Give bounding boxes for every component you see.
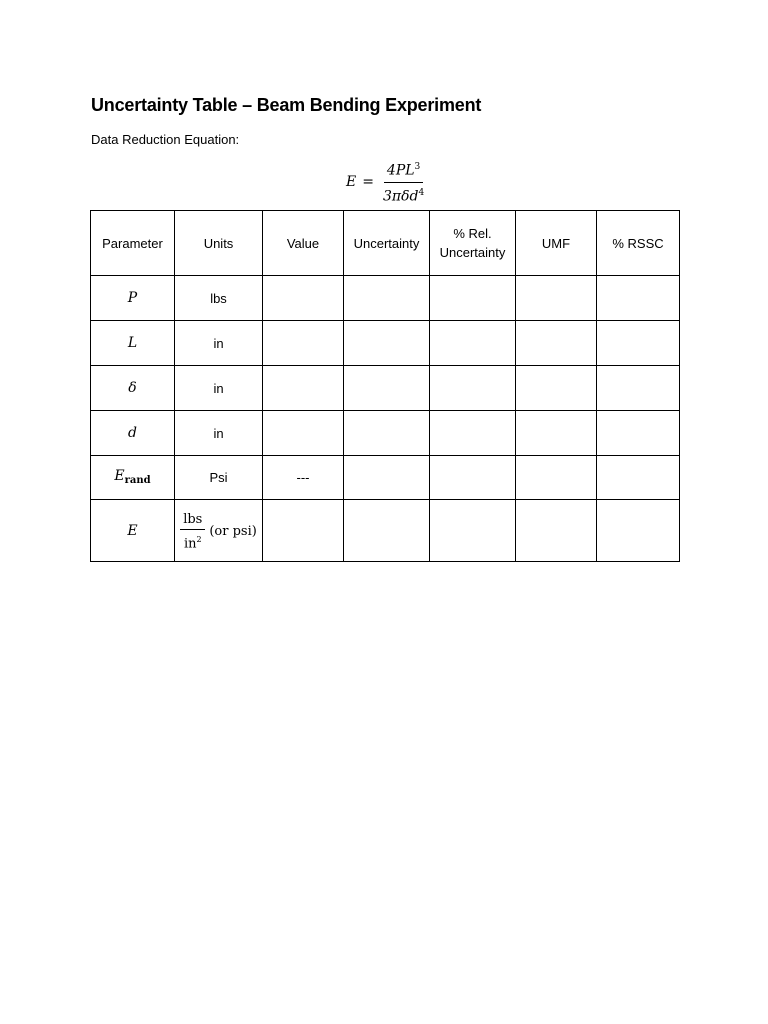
umf-cell[interactable] (516, 321, 597, 366)
parameter-symbol: d (128, 425, 137, 441)
uncertainty-cell[interactable] (344, 456, 430, 500)
header-rssc: % RSSC (597, 211, 680, 276)
units-cell: in (175, 321, 263, 366)
units-cell: in (175, 366, 263, 411)
uncertainty-cell[interactable] (344, 411, 430, 456)
umf-cell[interactable] (516, 456, 597, 500)
table-header-row (91, 211, 680, 276)
rel-uncertainty-cell[interactable] (430, 276, 516, 321)
parameter-symbol: δ (128, 380, 137, 396)
umf-cell[interactable] (516, 411, 597, 456)
rssc-cell[interactable] (597, 411, 680, 456)
parameter-cell (91, 411, 175, 456)
equation-numerator: $4PL^3$ (384, 159, 423, 183)
equation-equals: = (362, 174, 374, 190)
document-title: Uncertainty Table – Beam Bending Experiment (91, 95, 482, 115)
header-units: Units (175, 211, 263, 276)
umf-cell[interactable] (516, 500, 597, 562)
equation-denominator: 3πδd$^4$ (382, 187, 425, 205)
units-cell: Psi (175, 456, 263, 500)
value-cell[interactable] (263, 411, 344, 456)
table-row (91, 411, 680, 456)
header-parameter: Parameter (91, 211, 175, 276)
value-cell[interactable] (263, 321, 344, 366)
units-alternative: (or psi) (209, 524, 257, 540)
uncertainty-cell[interactable] (344, 366, 430, 411)
parameter-cell (91, 366, 175, 411)
rel-uncertainty-cell[interactable] (430, 321, 516, 366)
header-uncertainty: Uncertainty (344, 211, 430, 276)
table-row (91, 366, 680, 411)
units-fraction (180, 512, 257, 551)
equation-lhs: E (346, 174, 357, 190)
units-numerator: lbs (180, 512, 205, 530)
uncertainty-cell[interactable] (344, 321, 430, 366)
parameter-symbol: $E_{rand}$ (114, 467, 151, 486)
value-cell[interactable]: --- (263, 456, 344, 500)
parameter-cell (91, 456, 175, 500)
rssc-cell[interactable] (597, 456, 680, 500)
header-value: Value (263, 211, 344, 276)
rel-uncertainty-cell[interactable] (430, 366, 516, 411)
value-cell[interactable] (263, 276, 344, 321)
value-cell[interactable] (263, 500, 344, 562)
uncertainty-cell[interactable] (344, 276, 430, 321)
table-row (91, 321, 680, 366)
rssc-cell[interactable] (597, 321, 680, 366)
umf-cell[interactable] (516, 276, 597, 321)
units-cell (175, 500, 263, 562)
equation-fraction (380, 159, 427, 205)
rssc-cell[interactable] (597, 366, 680, 411)
parameter-subscript: rand (124, 474, 151, 486)
parameter-symbol: P (127, 290, 138, 306)
umf-cell[interactable] (516, 366, 597, 411)
rel-uncertainty-cell[interactable] (430, 500, 516, 562)
equation-caption: Data Reduction Equation: (91, 132, 240, 147)
parameter-cell (91, 500, 175, 562)
uncertainty-table (90, 210, 680, 562)
units-cell: lbs (175, 276, 263, 321)
rel-uncertainty-cell[interactable] (430, 411, 516, 456)
parameter-symbol: L (127, 335, 138, 351)
parameter-cell (91, 276, 175, 321)
header-rel-uncertainty: % Rel. Uncertainty (430, 211, 516, 276)
rssc-cell[interactable] (597, 276, 680, 321)
parameter-cell (91, 321, 175, 366)
parameter-symbol: E (127, 522, 138, 539)
table-row (91, 456, 680, 500)
table-row (91, 276, 680, 321)
header-umf: UMF (516, 211, 597, 276)
data-reduction-equation (346, 160, 427, 204)
uncertainty-cell[interactable] (344, 500, 430, 562)
rssc-cell[interactable] (597, 500, 680, 562)
value-cell[interactable] (263, 366, 344, 411)
units-cell: in (175, 411, 263, 456)
units-denominator: $in^2$ (183, 535, 202, 552)
table-row (91, 500, 680, 562)
rel-uncertainty-cell[interactable] (430, 456, 516, 500)
